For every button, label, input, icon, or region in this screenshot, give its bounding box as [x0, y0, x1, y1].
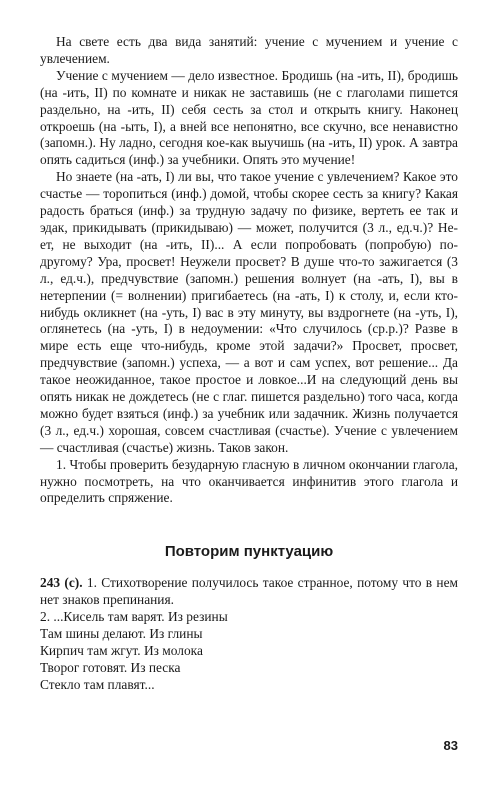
paragraph-learning-with-torment: Учение с мучением — дело известное. Бродишь (на -ить, II), бродишь (на -ить, II) по комнате и никак не заставишь (не с глаголами пишется раздельно, на -ить, II) себя сесть за стол и открыть книгу. Наконец откроешь (на -ыть, I), а вней все непонятно, все скучно, все ненавистно (запомн.). Ну ладно, сегодня кое-как выучишь (на -ить, II) урок. А завтра опять садиться (инф.) за учебники. Опять это мучение!	[40, 67, 458, 168]
poem-block	[40, 609, 458, 694]
exercise-text: 1. Стихотворение получилось такое странное, потому что в нем нет знаков препинания.	[40, 575, 458, 608]
section-heading: Повторим пунктуацию	[164, 543, 334, 561]
intro-paragraph: На свете есть два вида занятий: учение с мучением и учение с увлечением.	[40, 34, 458, 66]
poem-line: Там шины делают. Из глины	[40, 626, 203, 642]
poem-line: Стекло там плавят...	[40, 676, 155, 692]
page-number: 83	[443, 738, 458, 753]
exercise-task	[40, 575, 458, 609]
rule-note: 1. Чтобы проверить безударную гласную в личном окончании глагола, нужно посмотреть, на что оканчивается инфинитив этого глагола и определить спряжение.	[40, 456, 458, 506]
poem-line: Творог готовят. Из песка	[40, 659, 181, 675]
poem-line: 2. ...Кисель там варят. Из резины	[40, 609, 228, 625]
exercise-number: 243 (с).	[40, 575, 83, 591]
paragraph-learning-with-passion: Но знаете (на -ать, I) ли вы, что такое учение с увлечением? Какое это счастье — торопиться (инф.) домой, чтобы скорее сесть за книгу? Какая радость браться (инф.) за трудную задачу по физике, вертеть ее так и эдак, прикидывать (прикидываю) — может, получится (3 л., ед.ч.)? Не-ет, не выходит (на -ить, II)... А если попробовать (попробую) по-другому? Ура, просвет! Неужели просвет? В душе что-то зажигается (3 л., ед.ч.), предчувствие (запомн.) решения волнует (на -ать, I), вы в нетерпении (= волнении) пригибаетесь (на -ать, I) к столу, и, если кто-нибудь окликнет (на -уть, I) вас в эту минуту, вы вздрогнете (на -уть, I), оглянетесь (на -уть, I) в недоумении: «Что случилось (ср.р.)? Разве в мире есть еще что-нибудь, кроме этой задачи?» Просвет, просвет, предчувствие (запомн.) успеха, — а вот и сам успех, вот решение... Да такое неожиданное, такое простое и ловкое...И на следующий день вы опять никак не дождетесь (не с глаг. пишется раздельно) того часа, когда можно будет взяться (инф.) за учебник или задачник. Жизнь получается (3 л., ед.ч.) хорошая, совсем счастливая (счастье). Учение с увлечением — счастливая (счастье) жизнь. Таков закон.	[40, 169, 458, 455]
poem-line: Кирпич там жгут. Из молока	[40, 643, 203, 658]
